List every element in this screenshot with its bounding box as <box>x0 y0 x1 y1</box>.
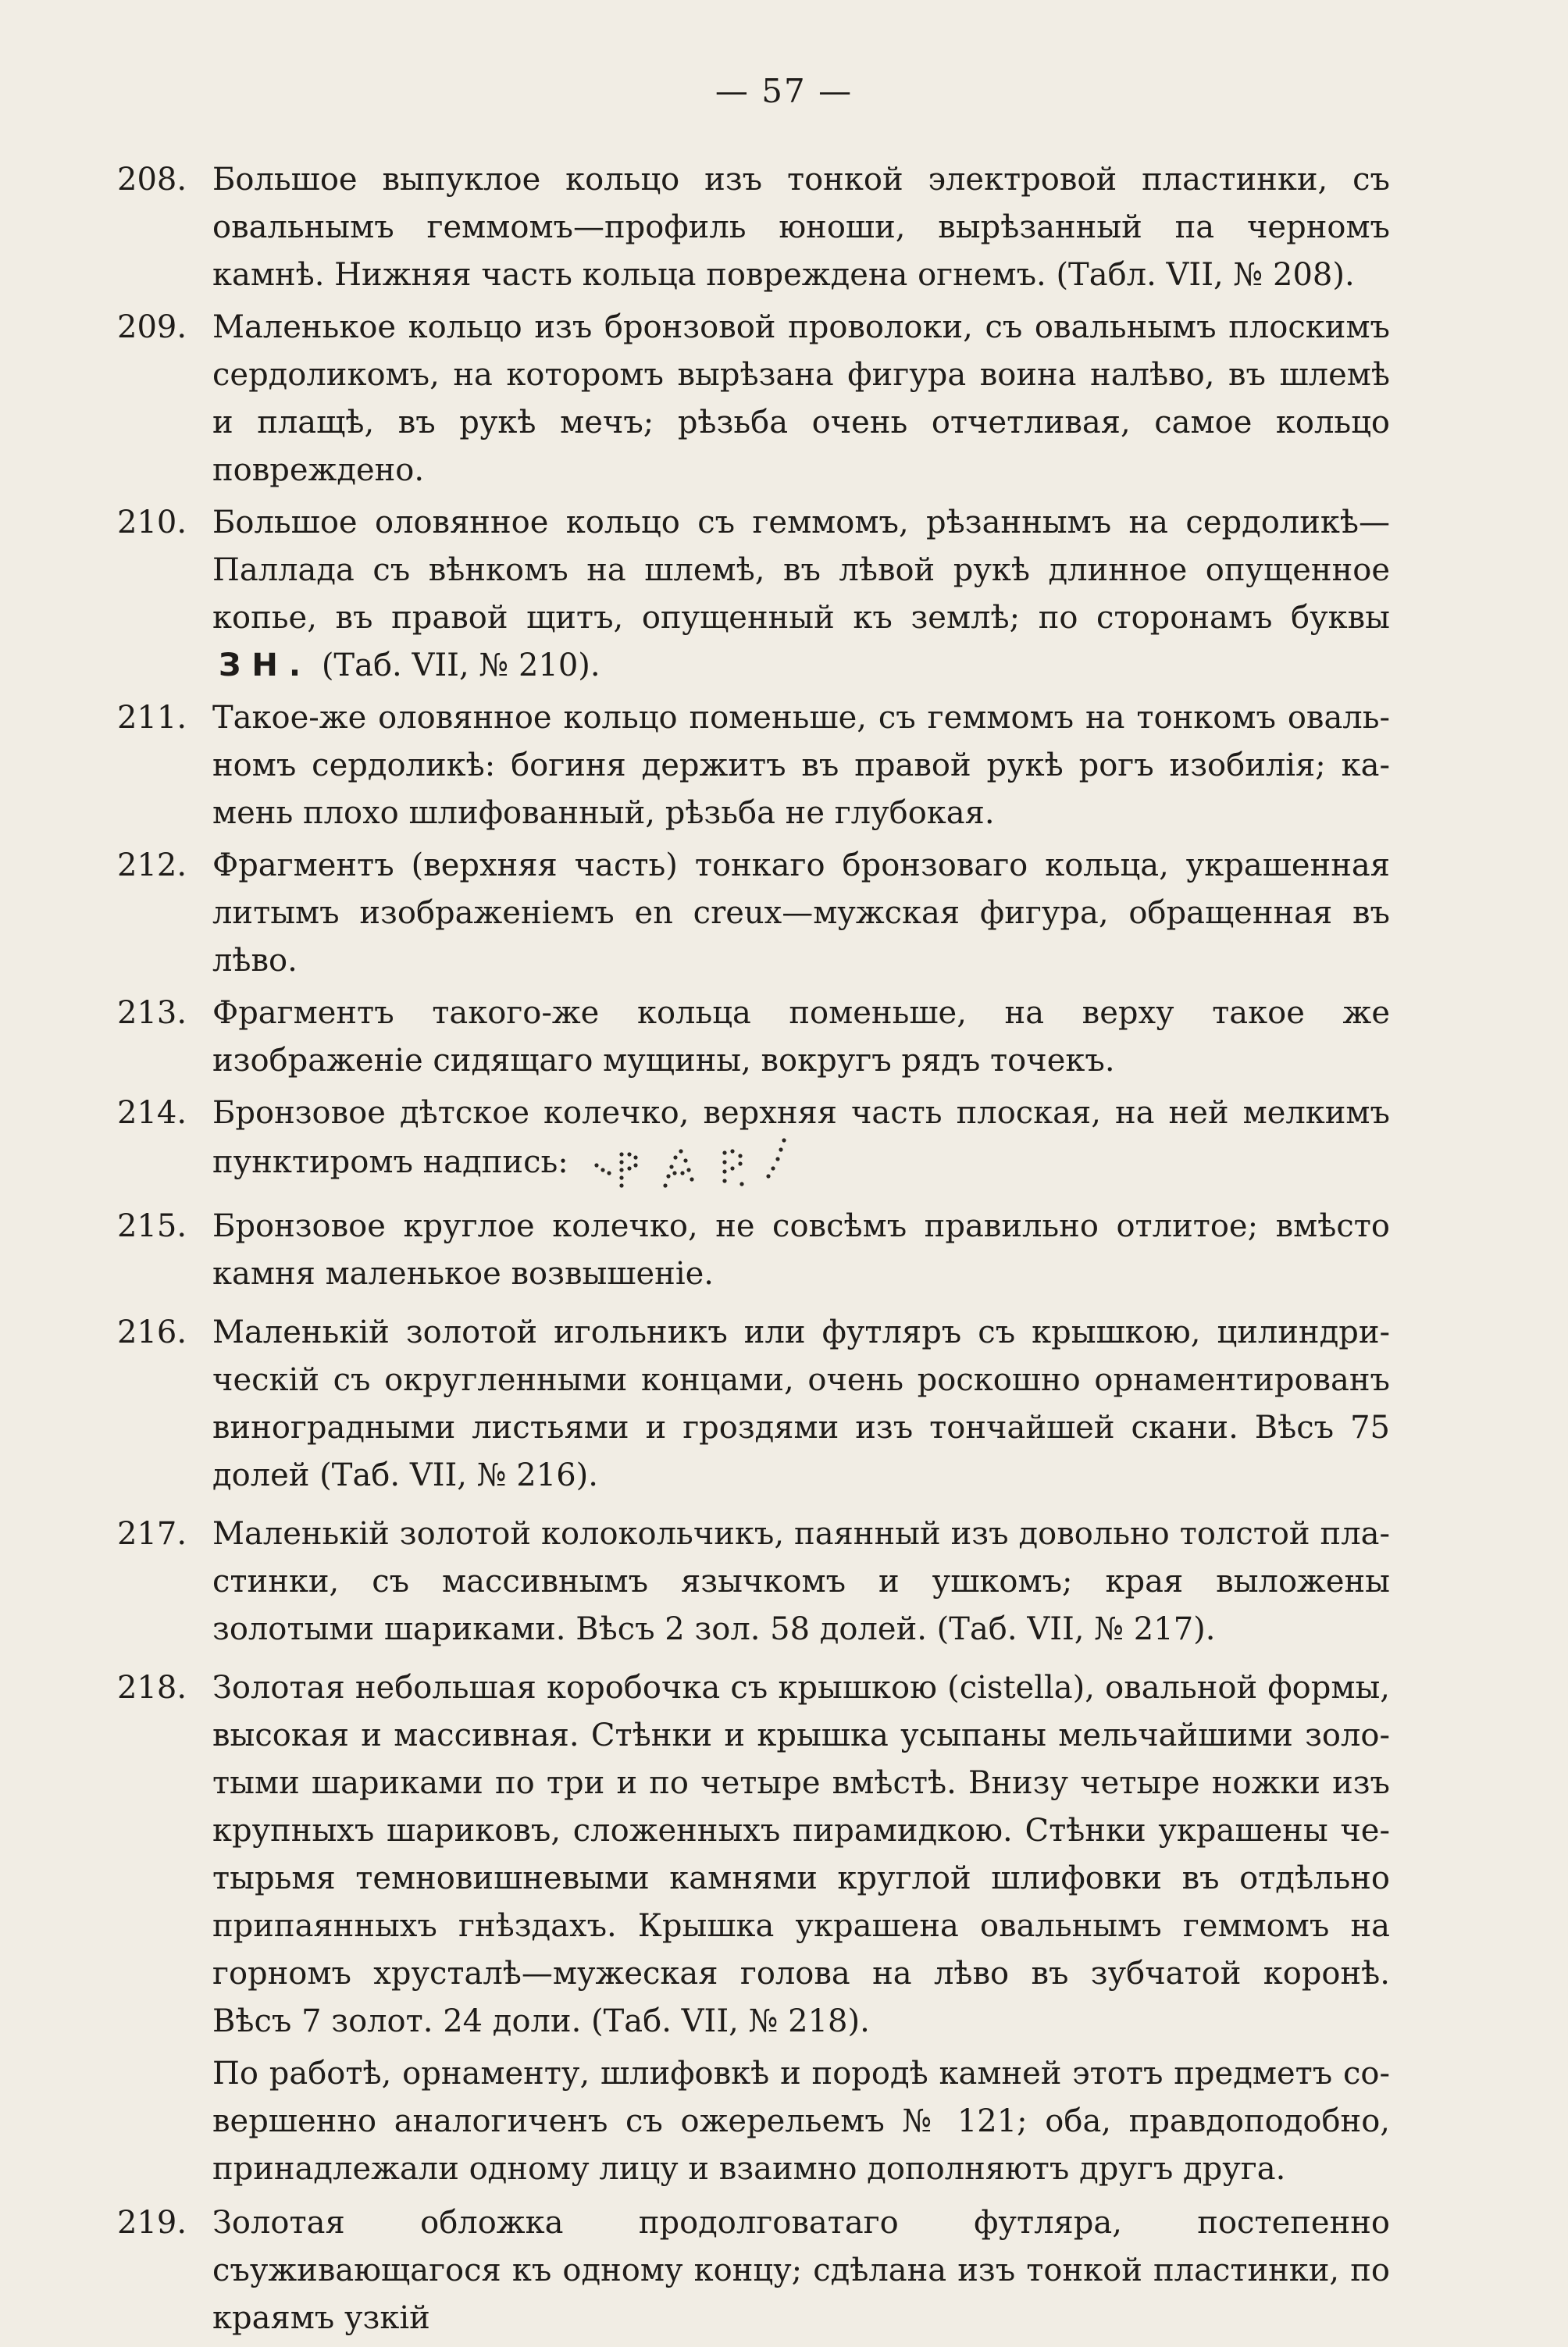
entry-text: Большое выпуклое кольцо изъ тонкой электровой пластинки, съ овальнымъ геммомъ—профиль юноши, вырѣзанный па черномъ камнѣ. Нижняя часть кольца повреждена огнемъ. (Табл. VII, № 208). <box>212 162 1390 293</box>
entry-text: Бронзовое дѣтское колечко, верхняя часть плоская, на ней мелкимъ пунктиромъ надпись: <box>212 1095 1390 1180</box>
entry-number: 208. <box>117 162 187 198</box>
entry-number: 217. <box>117 1516 187 1552</box>
entry-text: Фрагментъ такого-же кольца поменьше, на верху такое же изображеніе сидящаго мущины, вокругъ рядъ точекъ. <box>212 995 1390 1079</box>
entry-text: Золотая небольшая коробочка съ крышкою (cistella), овальной формы, высокая и массивная. Стѣнки и крышка усыпаны мельчайшими золотыми шариками по три и по четыре вмѣстѣ. Внизу четыре ножки изъ крупныхъ шариковъ, сложенныхъ пирамидкою. Стѣнки украшены четырьмя темновишневыми камнями круглой шлифовки въ отдѣльно припаянныхъ гнѣздахъ. Крышка украшена овальнымъ геммомъ на горномъ хрусталѣ—мужеская голова на лѣво въ зубчатой коронѣ. Вѣсъ 7 золот. 24 доли. (Таб. VII, № 218). <box>212 1670 1390 2039</box>
entry-note: По работѣ, орнаменту, шлифовкѣ и породѣ камней этотъ предметъ совершенно аналогиченъ съ ожерельемъ № 121; оба, правдоподобно, принадлежали одному лицу и взаимно дополняютъ другъ друга. <box>212 2056 1390 2187</box>
catalog-entries <box>117 156 1390 2347</box>
catalog-entry-212 <box>117 842 1390 985</box>
catalog-entry-216 <box>117 1309 1390 1500</box>
entry-number: 219. <box>117 2205 187 2241</box>
entry-text-reference: (Таб. VII, № 210). <box>321 647 600 683</box>
catalog-entry-210 <box>117 499 1390 690</box>
entry-text: Маленькое кольцо изъ бронзовой проволоки, съ овальнымъ плоскимъ сердоликомъ, на которомъ вырѣзана фигура воина налѣво, въ шлемѣ и плащѣ, въ рукѣ мечъ; рѣзьба очень отчетливая, самое кольцо повреждено. <box>212 309 1390 488</box>
catalog-entry-219 <box>117 2199 1390 2342</box>
entry-text-wrapper <box>212 1090 1390 1192</box>
entry-text: Большое оловянное кольцо съ геммомъ, рѣзаннымъ на сердоликѣ—Паллада съ вѣнкомъ на шлемѣ, въ лѣвой рукѣ длинное опущенное копье, въ правой щитъ, опущенный къ землѣ; по сторонамъ буквы <box>212 505 1390 636</box>
entry-text: Бронзовое круглое колечко, не совсѣмъ правильно отлитое; вмѣсто камня маленькое возвышеніе. <box>212 1208 1390 1292</box>
catalog-entry-215 <box>117 1203 1390 1298</box>
entry-number: 213. <box>117 995 187 1031</box>
letters-sigil: ЗН. <box>219 647 312 683</box>
entry-text: Такое-же оловянное кольцо поменьше, съ геммомъ на тонкомъ овальномъ сердоликѣ: богиня держитъ въ правой рукѣ рогъ изобилія; камень плохо шлифованный, рѣзьба не глубокая. <box>212 700 1390 831</box>
entry-number: 214. <box>117 1095 187 1131</box>
entry-number: 211. <box>117 700 187 736</box>
entry-number: 209. <box>117 309 187 345</box>
entry-text-wrapper <box>212 499 1390 690</box>
entry-text: Маленькій золотой колокольчикъ, паянный изъ довольно толстой пластинки, съ массивнымъ язычкомъ и ушкомъ; края выложены золотыми шариками. Вѣсъ 2 зол. 58 долей. (Таб. VII, № 217). <box>212 1516 1390 1647</box>
entry-number: 210. <box>117 505 187 540</box>
page-number: — 57 — <box>715 72 853 110</box>
entry-number: 218. <box>117 1670 187 1706</box>
catalog-entry-214 <box>117 1090 1390 1192</box>
dotted-inscription-figure <box>587 1137 806 1192</box>
entry-text: Маленькій золотой игольникъ или футляръ съ крышкою, цилиндрическій съ округленными концами, очень роскошно орнаментированъ виноградными листьями и гроздями изъ тончайшей скани. Вѣсъ 75 долей (Таб. VII, № 216). <box>212 1314 1390 1493</box>
entry-number: 215. <box>117 1208 187 1244</box>
catalog-entry-218 <box>117 1664 1390 2046</box>
catalog-entry-211 <box>117 694 1390 837</box>
catalog-entry-217 <box>117 1511 1390 1653</box>
entry-text: Золотая обложка продолговатаго футляра, постепенно съуживающагося къ одному концу; сдѣлана изъ тонкой пластинки, по краямъ узкій <box>212 2205 1390 2336</box>
catalog-entry-209 <box>117 304 1390 494</box>
entry-number: 212. <box>117 847 187 883</box>
catalog-entry-208 <box>117 156 1390 299</box>
entry-text: Фрагментъ (верхняя часть) тонкаго бронзоваго кольца, украшенная литымъ изображеніемъ en creux—мужская фигура, обращенная въ лѣво. <box>212 847 1390 979</box>
entry-number: 216. <box>117 1314 187 1350</box>
catalog-entry-213 <box>117 990 1390 1085</box>
